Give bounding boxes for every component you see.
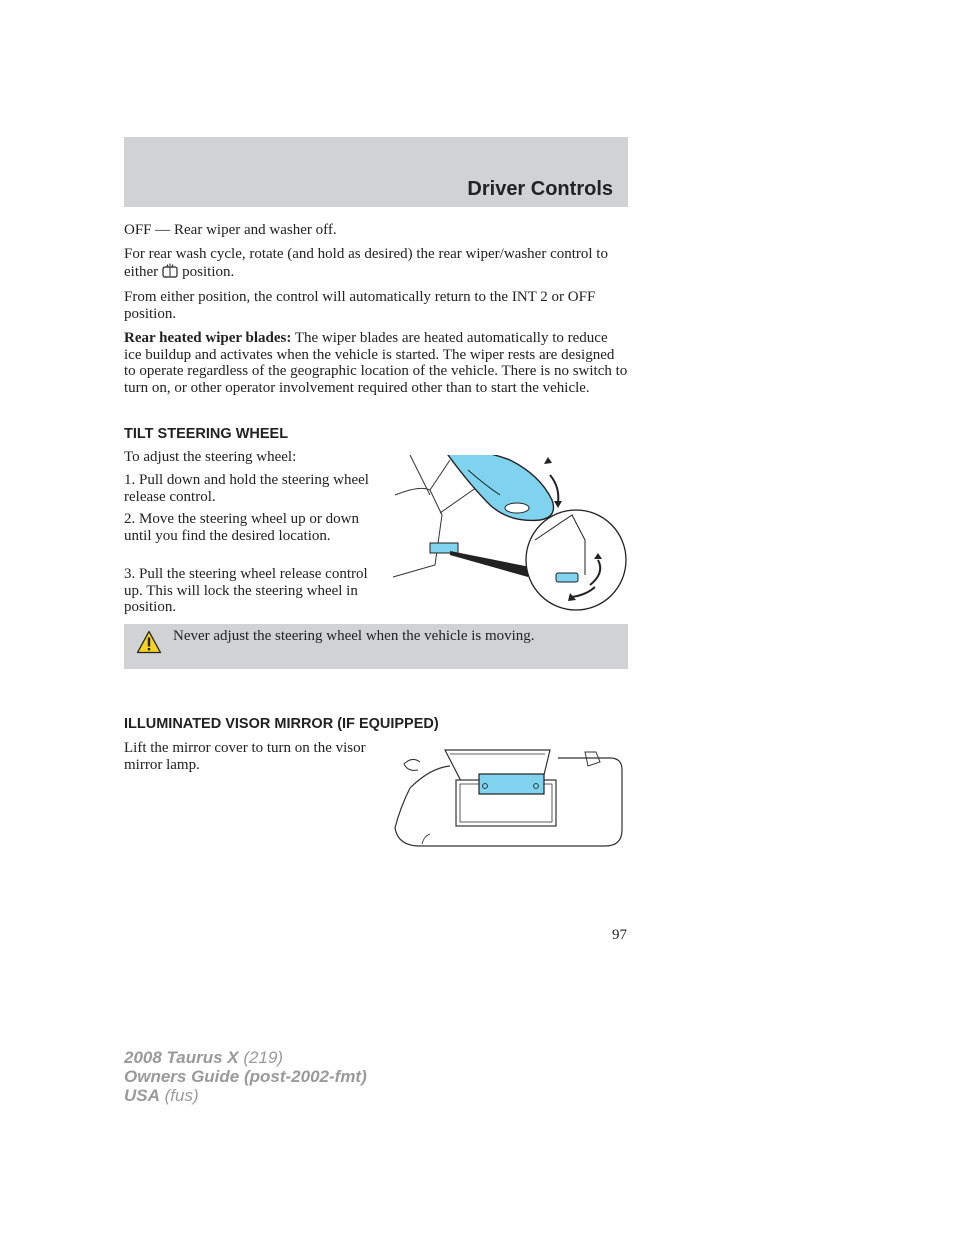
warning-box <box>124 624 628 669</box>
tilt-intro: To adjust the steering wheel: <box>124 449 297 465</box>
warning-triangle-icon <box>136 630 162 659</box>
footer-line-1: 2008 Taurus X (219) <box>124 1048 284 1067</box>
footer-line-2: Owners Guide (post-2002-fmt) <box>124 1067 367 1086</box>
tilt-step-2: 2. Move the steering wheel up or down until you find the desired location. <box>124 511 359 544</box>
visor-mirror-illustration <box>390 748 626 855</box>
section-header-band <box>124 137 628 207</box>
rear-washer-icon <box>161 263 179 283</box>
wash-text-1: For rear wash cycle, rotate (and hold as desired) the rear wiper/washer control to either <box>124 246 608 280</box>
footer <box>124 1048 367 1105</box>
warning-text: Never adjust the steering wheel when the vehicle is moving. <box>173 628 535 644</box>
heated-wiper-paragraph <box>124 330 628 396</box>
tilt-heading: TILT STEERING WHEEL <box>124 426 289 442</box>
heated-wiper-label: Rear heated wiper blades: <box>124 330 292 346</box>
visor-paragraph: Lift the mirror cover to turn on the visor mirror lamp. <box>124 740 366 773</box>
page-number: 97 <box>612 927 627 943</box>
steering-wheel-tilt-illustration <box>390 455 630 620</box>
footer-line-3: USA (fus) <box>124 1086 199 1105</box>
heated-wiper-text: The wiper blades are heated automatically to reduce ice buildup and activates when the vehicle is started. The wiper rests are designed to operate regardless of the geographic location of the vehicle. There is no switch to turn on, or other operator involvement required other than to start the vehicle. <box>124 330 628 396</box>
tilt-step-3: 3. Pull the steering wheel release control up. This will lock the steering wheel in position. <box>124 566 368 615</box>
off-paragraph: OFF — Rear wiper and washer off. <box>124 222 337 238</box>
tilt-step-1: 1. Pull down and hold the steering wheel release control. <box>124 472 369 505</box>
visor-heading: ILLUMINATED VISOR MIRROR (IF EQUIPPED) <box>124 716 439 732</box>
section-title: Driver Controls <box>467 178 613 200</box>
return-paragraph: From either position, the control will automatically return to the INT 2 or OFF position. <box>124 289 596 322</box>
wash-text-2: position. <box>182 263 235 280</box>
wash-paragraph <box>124 246 628 282</box>
